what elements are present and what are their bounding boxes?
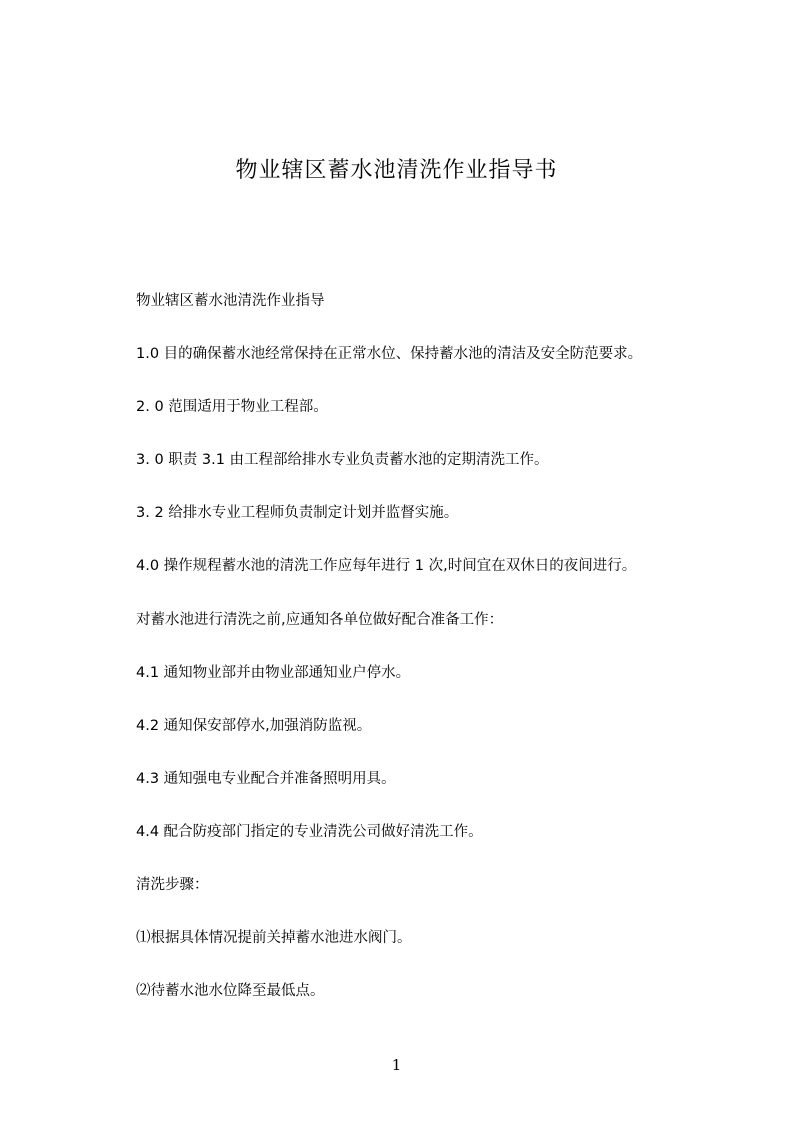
paragraph-line: 4.0 操作规程蓄水池的清洗工作应每年进行 1 次,时间宜在双休日的夜间进行。 — [136, 558, 637, 575]
page-number: 1 — [391, 1056, 402, 1074]
paragraph-line: 3. 2 给排水专业工程师负责制定计划并监督实施。 — [136, 505, 459, 522]
paragraph-line: 1.0 目的确保蓄水池经常保持在正常水位、保持蓄水池的清洁及安全防范要求。 — [136, 346, 643, 363]
paragraph-line: ⑵待蓄水池水位降至最低点。 — [136, 983, 325, 1000]
document-body — [136, 288, 736, 1031]
paragraph-line: 物业辖区蓄水池清洗作业指导 — [136, 293, 325, 309]
paragraph-line: 4.2 通知保安部停水,加强消防监视。 — [136, 717, 372, 734]
paragraph-line: ⑴根据具体情况提前关掉蓄水池进水阀门。 — [136, 930, 412, 947]
document-title: 物业辖区蓄水池清洗作业指导书 — [235, 157, 558, 183]
paragraph-line: 3. 0 职责 3.1 由工程部给排水专业负责蓄水池的定期清洗工作。 — [136, 452, 549, 469]
paragraph-line: 4.3 通知强电专业配合并准备照明用具。 — [136, 770, 396, 787]
paragraph-line: 对蓄水池进行清洗之前,应通知各单位做好配合准备工作： — [136, 611, 504, 628]
paragraph-line: 4.1 通知物业部并由物业部通知业户停水。 — [136, 664, 411, 681]
paragraph-line: 2. 0 范围适用于物业工程部。 — [136, 399, 328, 416]
paragraph-line: 清洗步骤： — [136, 877, 209, 894]
paragraph-line: 4.4 配合防疫部门指定的专业清洗公司做好清洗工作。 — [136, 823, 483, 840]
